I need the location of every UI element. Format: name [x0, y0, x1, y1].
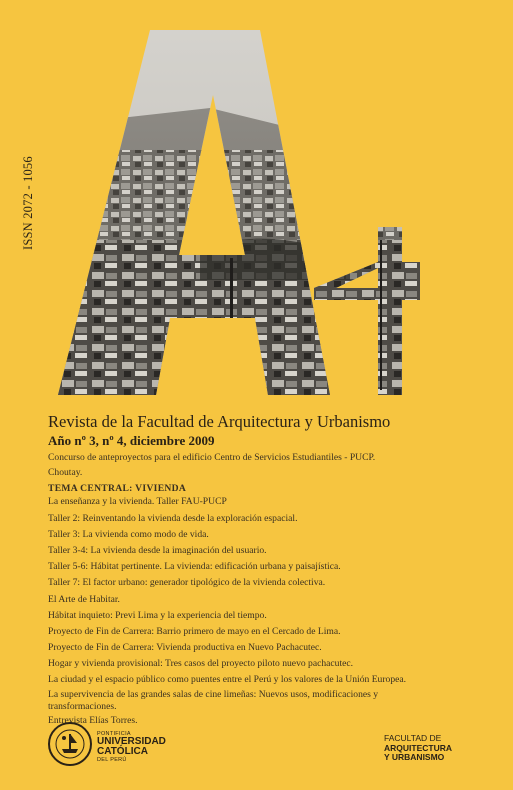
contents-item: La supervivencia de las grandes salas de cine limeñas: Nuevos usos, modificaciones y transformaciones.: [48, 689, 379, 712]
contents-item: La enseñanza y la vivienda. Taller FAU-PUCP: [48, 496, 227, 508]
issue-info: Año nº 3, nº 4, diciembre 2009: [48, 433, 215, 448]
contents-item: Entrevista Elías Torres.: [48, 715, 138, 727]
fau-line-arquitectura: ARQUITECTURA: [384, 742, 452, 753]
contents-item: La ciudad y el espacio público como puentes entre el Perú y los valores de la Unión Europea.: [48, 674, 407, 686]
pucp-line-del-peru: DEL PERÚ: [97, 757, 127, 763]
fau-line-urbanismo: Y URBANISMO: [384, 752, 445, 762]
fau-line-facultad: FACULTAD DE: [384, 733, 442, 743]
contents-item: Taller 2: Reinventando la vivienda desde la exploración espacial.: [48, 512, 298, 524]
contents-item: Concurso de anteproyectos para el edificio Centro de Servicios Estudiantiles - PUCP.: [48, 452, 376, 463]
faculty-logo: [384, 734, 452, 763]
contents-item: Taller 3-4: La vivienda desde la imaginación del usuario.: [48, 544, 267, 556]
contents-item: Proyecto de Fin de Carrera: Barrio primero de mayo en el Cercado de Lima.: [48, 625, 341, 637]
contents-item: Taller 7: El factor urbano: generador tipológico de la vivienda colectiva.: [48, 577, 326, 589]
university-seal-icon: [47, 721, 93, 767]
pucp-logo: [47, 721, 177, 771]
contents-heading: TEMA CENTRAL: VIVIENDA: [48, 482, 187, 494]
pucp-line-pontificia: PONTIFICIA: [97, 731, 131, 737]
table-of-contents: [48, 452, 448, 731]
contents-item: Hogar y vivienda provisional: Tres casos del proyecto piloto nuevo pachacutec.: [48, 658, 354, 670]
contents-item: Hábitat inquieto: Previ Lima y la experiencia del tiempo.: [48, 609, 267, 621]
contents-item: Proyecto de Fin de Carrera: Vivienda productiva en Nuevo Pachacutec.: [48, 642, 322, 654]
journal-title: Revista de la Facultad de Arquitectura y Urbanismo: [48, 412, 391, 431]
contents-item: Taller 5-6: Hábitat pertinente. La vivienda: edificación urbana y paisajística.: [48, 561, 341, 573]
issn-number: ISSN 2072 - 1056: [21, 156, 35, 250]
contents-item: El Arte de Habitar.: [48, 593, 120, 605]
contents-item: Taller 3: La vivienda como modo de vida.: [48, 528, 209, 540]
pucp-line-catolica: CATÓLICA: [97, 746, 148, 757]
pucp-line-universidad: UNIVERSIDAD: [97, 736, 166, 747]
contents-item: Choutay.: [48, 466, 83, 478]
